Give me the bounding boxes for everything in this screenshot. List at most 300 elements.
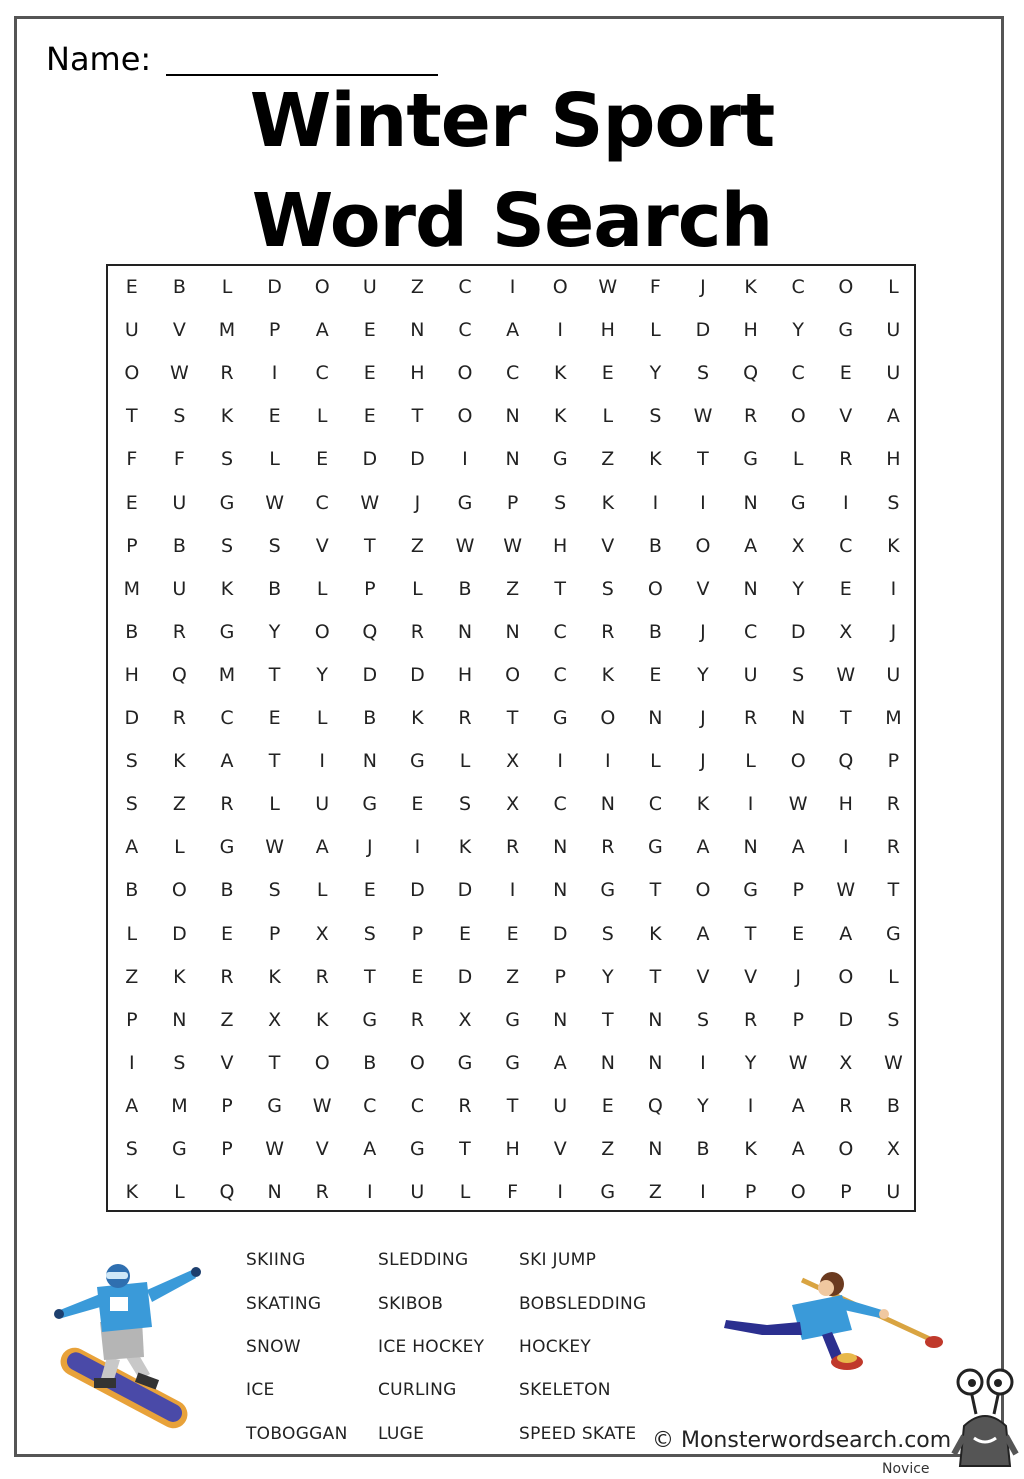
grid-letter[interactable]: B [172, 276, 186, 298]
grid-letter[interactable]: Z [172, 793, 186, 816]
grid-letter[interactable]: E [792, 922, 805, 945]
grid-letter[interactable]: I [700, 1051, 706, 1074]
grid-letter[interactable]: V [601, 534, 615, 557]
grid-letter[interactable]: H [505, 1138, 520, 1160]
grid-letter[interactable]: N [743, 491, 758, 514]
grid-letter[interactable]: T [649, 965, 662, 988]
grid-letter[interactable]: O [171, 879, 187, 902]
grid-letter[interactable]: R [315, 1181, 329, 1204]
grid-letter[interactable]: I [842, 491, 849, 514]
grid-letter[interactable]: W [598, 276, 618, 298]
grid-letter[interactable]: G [505, 1008, 520, 1031]
grid-letter[interactable]: J [700, 620, 706, 643]
grid-letter[interactable]: Z [410, 534, 424, 557]
grid-letter[interactable]: A [696, 922, 710, 945]
grid-letter[interactable]: P [221, 1138, 233, 1160]
grid-letter[interactable]: R [172, 620, 186, 643]
grid-letter[interactable]: K [268, 965, 281, 988]
grid-letter[interactable]: L [412, 577, 423, 600]
grid-letter[interactable]: Q [362, 620, 378, 643]
grid-letter[interactable]: L [316, 707, 328, 729]
grid-letter[interactable]: W [788, 793, 808, 816]
grid-letter[interactable]: H [886, 448, 901, 471]
grid-letter[interactable]: K [696, 793, 710, 816]
grid-letter[interactable]: I [890, 577, 897, 600]
grid-letter[interactable]: N [743, 836, 758, 859]
grid-letter[interactable]: Q [171, 663, 187, 686]
grid-letter[interactable]: P [268, 922, 281, 945]
grid-letter[interactable]: S [458, 793, 472, 816]
grid-letter[interactable]: W [836, 663, 856, 686]
grid-letter[interactable]: W [883, 1051, 903, 1074]
grid-letter[interactable]: T [459, 1138, 471, 1160]
grid-letter[interactable]: R [410, 1008, 424, 1031]
grid-letter[interactable]: Y [316, 663, 328, 686]
grid-letter[interactable]: J [700, 276, 706, 298]
grid-letter[interactable]: L [316, 405, 328, 428]
grid-letter[interactable]: Z [601, 448, 615, 471]
grid-letter[interactable]: R [220, 362, 234, 385]
grid-letter[interactable]: U [410, 1181, 425, 1204]
grid-letter[interactable]: D [410, 448, 425, 471]
grid-letter[interactable]: K [649, 448, 662, 471]
grid-letter[interactable]: E [839, 362, 852, 385]
grid-letter[interactable]: H [457, 663, 473, 686]
grid-letter[interactable]: I [319, 750, 325, 773]
grid-letter[interactable]: W [265, 836, 284, 859]
grid-letter[interactable]: V [553, 1138, 567, 1160]
grid-letter[interactable]: O [552, 276, 568, 298]
grid-letter[interactable]: I [414, 836, 421, 859]
grid-letter[interactable]: X [268, 1008, 282, 1031]
grid-letter[interactable]: E [363, 879, 376, 902]
grid-letter[interactable]: H [124, 663, 139, 686]
grid-letter[interactable]: Z [506, 577, 520, 600]
grid-letter[interactable]: I [747, 793, 754, 816]
grid-letter[interactable]: U [886, 663, 901, 686]
grid-letter[interactable]: S [220, 534, 234, 557]
grid-letter[interactable]: X [839, 620, 853, 643]
grid-letter[interactable]: K [125, 1181, 139, 1204]
grid-letter[interactable]: O [457, 405, 473, 428]
grid-letter[interactable]: S [601, 577, 614, 600]
grid-letter[interactable]: R [220, 965, 234, 988]
grid-letter[interactable]: R [886, 836, 900, 859]
grid-letter[interactable]: O [505, 663, 521, 686]
grid-letter[interactable]: Z [125, 965, 139, 988]
grid-letter[interactable]: K [553, 405, 567, 428]
grid-letter[interactable]: C [791, 362, 805, 385]
grid-letter[interactable]: A [220, 750, 234, 773]
grid-letter[interactable]: L [459, 750, 471, 773]
grid-letter[interactable]: Y [268, 620, 281, 643]
grid-letter[interactable]: U [172, 577, 187, 600]
grid-letter[interactable]: O [790, 405, 806, 428]
grid-letter[interactable]: Y [792, 577, 804, 600]
grid-letter[interactable]: A [553, 1051, 567, 1074]
grid-letter[interactable]: X [506, 793, 520, 816]
grid-letter[interactable]: O [838, 1138, 854, 1160]
grid-letter[interactable]: A [125, 836, 139, 859]
grid-letter[interactable]: W [788, 1051, 808, 1074]
grid-letter[interactable]: G [648, 836, 663, 859]
grid-letter[interactable]: X [839, 1051, 853, 1074]
grid-letter[interactable]: I [652, 491, 659, 514]
grid-letter[interactable]: B [363, 707, 377, 729]
grid-letter[interactable]: I [128, 1051, 135, 1074]
grid-letter[interactable]: Q [743, 362, 759, 385]
grid-letter[interactable]: N [648, 1138, 663, 1160]
grid-letter[interactable]: N [410, 319, 425, 342]
grid-letter[interactable]: I [366, 1181, 373, 1204]
grid-letter[interactable]: C [553, 663, 567, 686]
grid-letter[interactable]: Z [648, 1181, 662, 1204]
grid-letter[interactable]: L [792, 448, 804, 471]
grid-letter[interactable]: W [265, 491, 284, 514]
grid-letter[interactable]: T [649, 879, 662, 902]
grid-letter[interactable]: M [123, 577, 140, 600]
grid-letter[interactable]: U [886, 1181, 901, 1204]
grid-letter[interactable]: I [557, 319, 563, 342]
grid-letter[interactable]: A [315, 836, 329, 859]
grid-letter[interactable]: G [743, 448, 758, 471]
grid-letter[interactable]: G [457, 1051, 473, 1074]
grid-letter[interactable]: N [172, 1008, 187, 1031]
grid-letter[interactable]: S [696, 362, 710, 385]
grid-letter[interactable]: N [553, 879, 568, 902]
grid-letter[interactable]: S [173, 1051, 186, 1074]
grid-letter[interactable]: K [649, 922, 662, 945]
grid-letter[interactable]: B [220, 879, 234, 902]
grid-letter[interactable]: S [554, 491, 567, 514]
grid-letter[interactable]: K [411, 707, 424, 729]
grid-letter[interactable]: U [743, 663, 758, 686]
grid-letter[interactable]: D [457, 965, 473, 988]
grid-letter[interactable]: I [557, 1181, 563, 1204]
grid-letter[interactable]: R [743, 707, 758, 729]
grid-letter[interactable]: B [648, 620, 662, 643]
grid-letter[interactable]: W [169, 362, 189, 385]
grid-letter[interactable]: U [172, 491, 187, 514]
grid-letter[interactable]: L [269, 793, 280, 816]
grid-letter[interactable]: S [268, 534, 281, 557]
grid-letter[interactable]: V [696, 577, 710, 600]
grid-letter[interactable]: R [505, 836, 520, 859]
grid-letter[interactable]: D [457, 879, 473, 902]
grid-letter[interactable]: I [700, 1181, 706, 1204]
grid-letter[interactable]: P [792, 879, 804, 902]
grid-letter[interactable]: Z [506, 965, 520, 988]
grid-letter[interactable]: L [174, 836, 185, 859]
grid-letter[interactable]: S [649, 405, 662, 428]
grid-letter[interactable]: E [601, 1094, 614, 1117]
grid-letter[interactable]: K [173, 965, 186, 988]
grid-letter[interactable]: O [790, 750, 806, 773]
grid-letter[interactable]: Y [792, 319, 804, 342]
grid-letter[interactable]: F [649, 276, 661, 298]
grid-letter[interactable]: S [125, 793, 138, 816]
grid-letter[interactable]: Y [744, 1051, 757, 1074]
grid-letter[interactable]: G [552, 448, 568, 471]
grid-letter[interactable]: O [600, 707, 616, 729]
grid-letter[interactable]: I [604, 750, 611, 773]
grid-letter[interactable]: A [363, 1138, 377, 1160]
grid-letter[interactable]: D [695, 319, 711, 342]
grid-letter[interactable]: Q [647, 1094, 663, 1117]
grid-letter[interactable]: S [363, 922, 376, 945]
grid-letter[interactable]: E [411, 965, 424, 988]
grid-letter[interactable]: W [265, 1138, 284, 1160]
grid-letter[interactable]: Q [838, 750, 854, 773]
grid-letter[interactable]: T [506, 707, 519, 729]
grid-letter[interactable]: P [887, 750, 900, 773]
grid-letter[interactable]: T [268, 1051, 281, 1074]
grid-letter[interactable]: J [414, 491, 421, 514]
grid-letter[interactable]: E [458, 922, 471, 945]
grid-letter[interactable]: C [505, 362, 520, 385]
grid-letter[interactable]: G [219, 491, 235, 514]
grid-letter[interactable]: T [363, 965, 376, 988]
grid-letter[interactable]: D [172, 922, 187, 945]
grid-letter[interactable]: I [557, 750, 563, 773]
grid-letter[interactable]: S [601, 922, 614, 945]
grid-letter[interactable]: G [362, 1008, 378, 1031]
grid-letter[interactable]: T [839, 707, 852, 729]
grid-letter[interactable]: N [743, 577, 758, 600]
grid-letter[interactable]: G [600, 1181, 616, 1204]
grid-letter[interactable]: R [601, 620, 615, 643]
grid-letter[interactable]: R [458, 1094, 472, 1117]
grid-letter[interactable]: N [600, 793, 615, 816]
grid-letter[interactable]: G [219, 836, 235, 859]
grid-letter[interactable]: K [601, 491, 615, 514]
grid-letter[interactable]: Y [601, 965, 614, 988]
grid-letter[interactable]: V [839, 405, 853, 428]
grid-letter[interactable]: E [506, 922, 519, 945]
grid-letter[interactable]: V [315, 534, 329, 557]
grid-letter[interactable]: E [601, 362, 614, 385]
grid-letter[interactable]: K [173, 750, 186, 773]
grid-letter[interactable]: U [362, 276, 377, 298]
grid-letter[interactable]: I [462, 448, 468, 471]
grid-letter[interactable]: R [458, 707, 472, 729]
grid-letter[interactable]: I [271, 362, 278, 385]
grid-letter[interactable]: L [745, 750, 756, 773]
grid-letter[interactable]: D [410, 879, 425, 902]
grid-letter[interactable]: G [457, 491, 473, 514]
grid-letter[interactable]: F [507, 1181, 519, 1204]
grid-letter[interactable]: O [409, 1051, 425, 1074]
grid-letter[interactable]: I [842, 836, 849, 859]
grid-letter[interactable]: R [172, 707, 186, 729]
grid-letter[interactable]: E [363, 405, 376, 428]
grid-letter[interactable]: C [315, 491, 329, 514]
grid-letter[interactable]: L [650, 750, 661, 773]
grid-letter[interactable]: X [886, 1138, 900, 1160]
grid-letter[interactable]: B [458, 577, 472, 600]
grid-letter[interactable]: L [650, 319, 661, 342]
grid-letter[interactable]: N [553, 1008, 568, 1031]
grid-letter[interactable]: B [696, 1138, 710, 1160]
grid-letter[interactable]: Y [697, 663, 709, 686]
grid-letter[interactable]: D [267, 276, 282, 298]
grid-letter[interactable]: N [505, 620, 520, 643]
grid-letter[interactable]: R [410, 620, 424, 643]
grid-letter[interactable]: C [220, 707, 234, 729]
grid-letter[interactable]: T [554, 577, 566, 600]
grid-letter[interactable]: G [219, 620, 235, 643]
grid-letter[interactable]: A [506, 319, 520, 342]
grid-letter[interactable]: B [886, 1094, 900, 1117]
grid-letter[interactable]: U [886, 362, 901, 385]
grid-letter[interactable]: E [839, 577, 852, 600]
grid-letter[interactable]: V [744, 965, 758, 988]
grid-letter[interactable]: W [836, 879, 856, 902]
grid-letter[interactable]: T [697, 448, 709, 471]
grid-letter[interactable]: J [700, 750, 706, 773]
grid-letter[interactable]: F [126, 448, 138, 471]
grid-letter[interactable]: T [268, 750, 281, 773]
grid-letter[interactable]: J [366, 836, 373, 859]
grid-letter[interactable]: O [790, 1181, 806, 1204]
grid-letter[interactable]: V [172, 319, 186, 342]
grid-letter[interactable]: K [553, 362, 567, 385]
grid-letter[interactable]: Z [220, 1008, 234, 1031]
grid-letter[interactable]: S [173, 405, 186, 428]
grid-letter[interactable]: C [791, 276, 805, 298]
grid-letter[interactable]: T [506, 1094, 519, 1117]
grid-letter[interactable]: M [218, 319, 236, 342]
grid-letter[interactable]: E [316, 448, 329, 471]
grid-letter[interactable]: S [220, 448, 234, 471]
grid-letter[interactable]: A [125, 1094, 139, 1117]
grid-letter[interactable]: I [747, 1094, 754, 1117]
grid-letter[interactable]: W [503, 534, 522, 557]
grid-letter[interactable]: W [455, 534, 475, 557]
grid-letter[interactable]: E [649, 663, 662, 686]
grid-letter[interactable]: L [888, 965, 899, 988]
grid-letter[interactable]: P [268, 319, 281, 342]
grid-letter[interactable]: A [791, 836, 805, 859]
grid-letter[interactable]: E [125, 491, 138, 514]
grid-letter[interactable]: Z [410, 276, 424, 298]
grid-letter[interactable]: L [174, 1181, 185, 1204]
grid-letter[interactable]: N [648, 707, 663, 729]
grid-letter[interactable]: S [696, 1008, 710, 1031]
grid-letter[interactable]: C [458, 319, 472, 342]
grid-letter[interactable]: A [696, 836, 710, 859]
grid-letter[interactable]: O [457, 362, 473, 385]
grid-letter[interactable]: P [792, 1008, 804, 1031]
grid-letter[interactable]: A [744, 534, 758, 557]
grid-letter[interactable]: N [648, 1051, 663, 1074]
grid-letter[interactable]: S [792, 663, 805, 686]
grid-letter[interactable]: U [886, 319, 901, 342]
grid-letter[interactable]: T [268, 663, 281, 686]
grid-letter[interactable]: G [410, 1138, 425, 1160]
grid-letter[interactable]: F [173, 448, 185, 471]
grid-letter[interactable]: D [552, 922, 568, 945]
grid-letter[interactable]: G [552, 707, 568, 729]
grid-letter[interactable]: I [509, 276, 516, 298]
grid-letter[interactable]: K [458, 836, 472, 859]
grid-letter[interactable]: D [410, 663, 425, 686]
grid-letter[interactable]: O [314, 1051, 330, 1074]
grid-letter[interactable]: R [315, 965, 329, 988]
grid-letter[interactable]: A [315, 319, 329, 342]
grid-letter[interactable]: X [458, 1008, 472, 1031]
grid-letter[interactable]: R [743, 1008, 758, 1031]
grid-letter[interactable]: K [601, 663, 615, 686]
grid-letter[interactable]: T [601, 1008, 614, 1031]
grid-letter[interactable]: U [553, 1094, 568, 1117]
grid-letter[interactable]: S [268, 879, 281, 902]
grid-letter[interactable]: S [887, 491, 900, 514]
grid-letter[interactable]: O [695, 879, 711, 902]
grid-letter[interactable]: E [411, 793, 424, 816]
grid-letter[interactable]: N [791, 707, 806, 729]
grid-letter[interactable]: Q [219, 1181, 235, 1204]
grid-letter[interactable]: T [744, 922, 757, 945]
grid-letter[interactable]: H [600, 319, 615, 342]
grid-letter[interactable]: H [838, 793, 853, 816]
grid-letter[interactable]: T [125, 405, 138, 428]
grid-letter[interactable]: G [600, 879, 616, 902]
grid-letter[interactable]: R [839, 1094, 853, 1117]
grid-letter[interactable]: N [600, 1051, 615, 1074]
grid-letter[interactable]: R [220, 793, 234, 816]
grid-letter[interactable]: N [457, 620, 473, 643]
grid-letter[interactable]: N [362, 750, 377, 773]
grid-letter[interactable]: G [172, 1138, 187, 1160]
grid-letter[interactable]: J [890, 620, 897, 643]
grid-letter[interactable]: L [316, 879, 328, 902]
grid-letter[interactable]: G [505, 1051, 520, 1074]
grid-letter[interactable]: N [505, 448, 520, 471]
grid-letter[interactable]: V [220, 1051, 234, 1074]
name-input-line[interactable] [166, 74, 438, 76]
grid-letter[interactable]: J [795, 965, 801, 988]
grid-letter[interactable]: B [363, 1051, 377, 1074]
grid-letter[interactable]: C [743, 620, 758, 643]
grid-letter[interactable]: H [553, 534, 568, 557]
grid-letter[interactable]: T [411, 405, 424, 428]
grid-letter[interactable]: H [743, 319, 758, 342]
grid-letter[interactable]: R [743, 405, 758, 428]
grid-letter[interactable]: N [553, 836, 568, 859]
grid-letter[interactable]: P [126, 1008, 138, 1031]
grid-letter[interactable]: C [839, 534, 853, 557]
grid-letter[interactable]: E [363, 319, 376, 342]
grid-letter[interactable]: N [267, 1181, 282, 1204]
grid-letter[interactable]: N [505, 405, 520, 428]
grid-letter[interactable]: O [314, 276, 330, 298]
grid-letter[interactable]: R [601, 836, 615, 859]
grid-letter[interactable]: C [553, 793, 567, 816]
grid-letter[interactable]: K [887, 534, 900, 557]
grid-letter[interactable]: P [411, 922, 424, 945]
grid-letter[interactable]: P [221, 1094, 233, 1117]
grid-letter[interactable]: S [887, 1008, 900, 1031]
grid-letter[interactable]: C [410, 1094, 425, 1117]
grid-letter[interactable]: O [838, 965, 854, 988]
grid-letter[interactable]: L [459, 1181, 471, 1204]
grid-letter[interactable]: S [125, 1138, 138, 1160]
grid-letter[interactable]: A [839, 922, 853, 945]
grid-letter[interactable]: D [790, 620, 806, 643]
grid-letter[interactable]: K [744, 276, 757, 298]
grid-letter[interactable]: Y [649, 362, 662, 385]
